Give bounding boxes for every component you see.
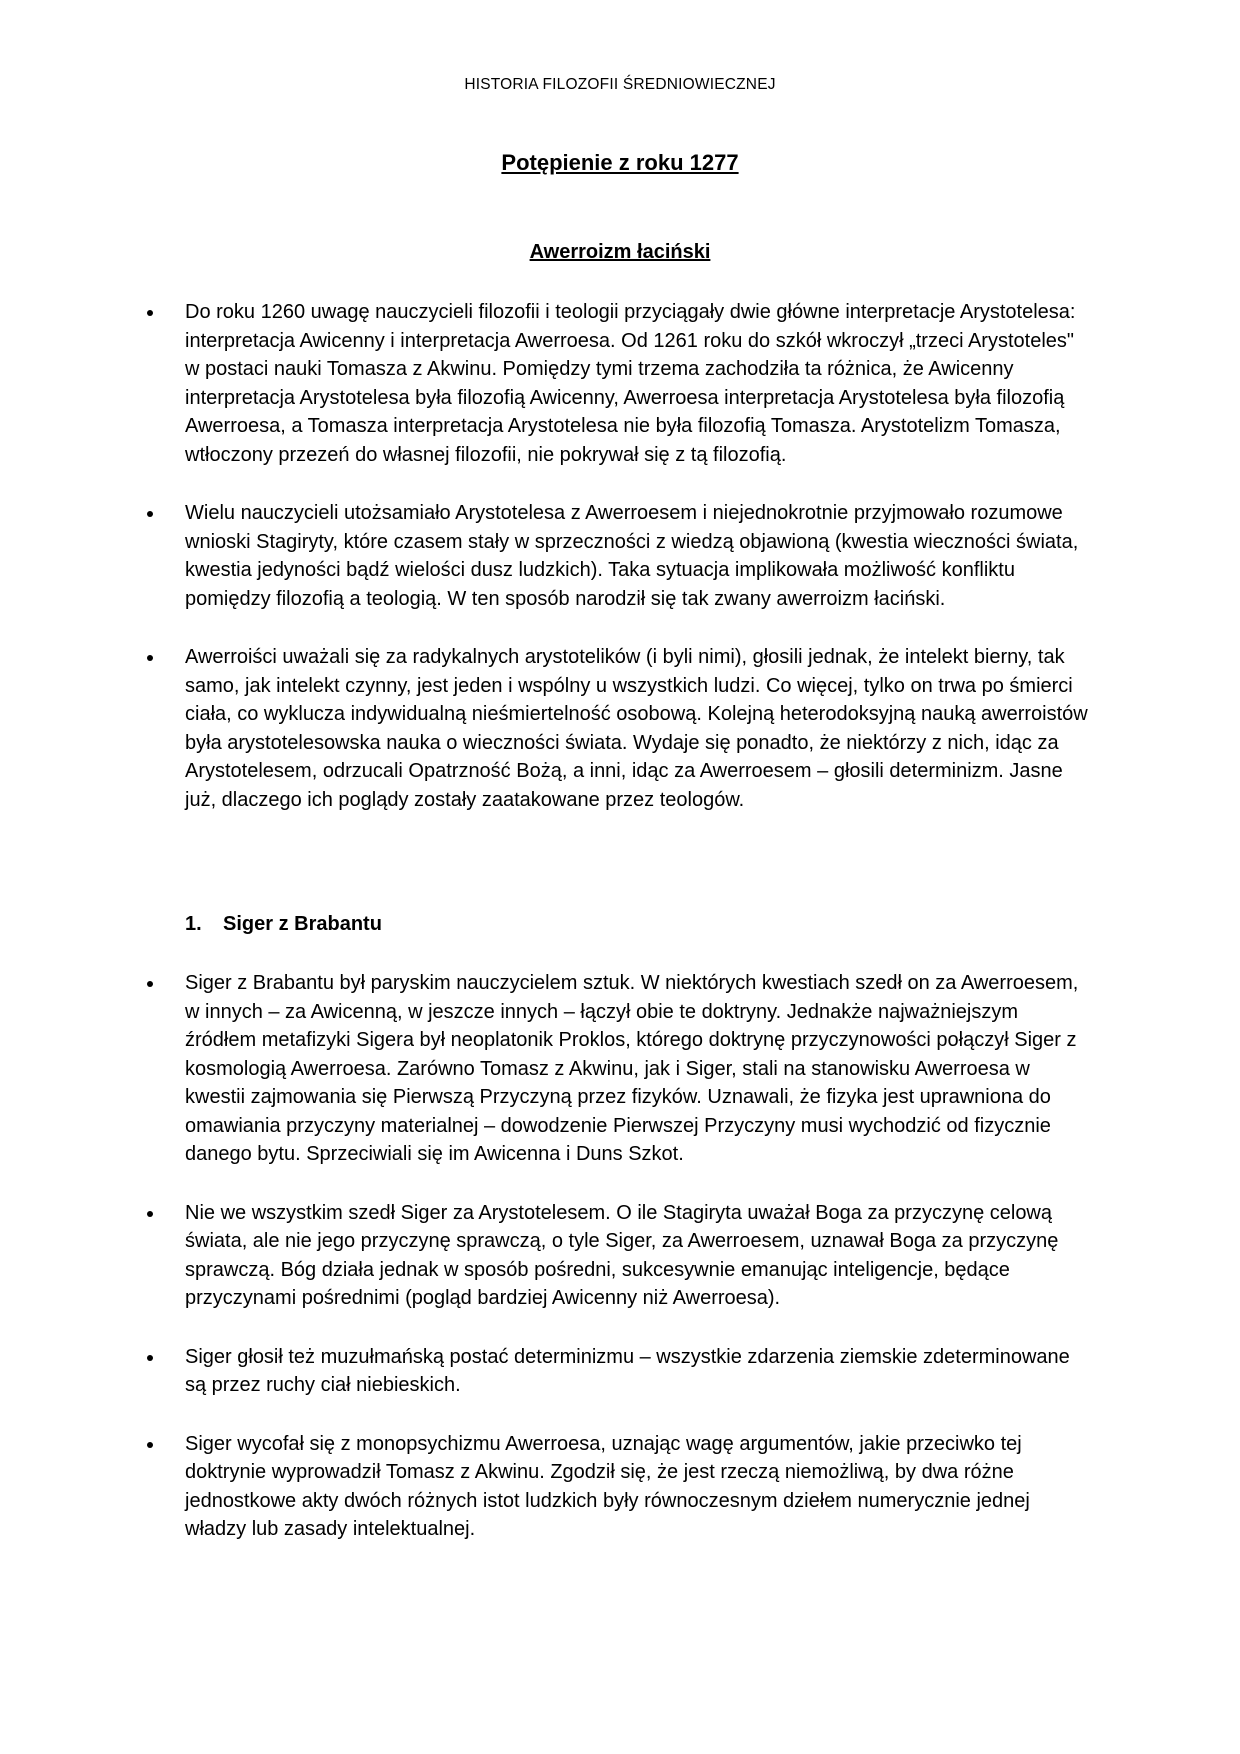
section-bullet-list xyxy=(185,969,1090,1574)
list-item xyxy=(185,1343,1090,1400)
bullet-icon xyxy=(147,1355,153,1361)
paragraph-text: Siger głosił też muzułmańską postać determinizmu – wszystkie zdarzenia ziemskie zdeterminowane są przez ruchy ciał niebieskich. xyxy=(185,1345,1070,1396)
paragraph-text: Nie we wszystkim szedł Siger za Arystotelesem. O ile Stagiryta uważał Boga za przyczynę celową świata, ale nie jego przyczynę sprawczą, o tyle Siger, za Awerroesem, uznawał Boga za przyczynę sprawczą. Bóg działa jednak w sposób pośredni, sukcesywnie emanując inteligencje, będące przyczynami pośrednimi (pogląd bardziej Awicenny niż Awerroesa). xyxy=(185,1201,1059,1309)
document-title: Potępienie z roku 1277 xyxy=(501,150,739,175)
list-item xyxy=(185,499,1090,613)
running-header: HISTORIA FILOZOFII ŚREDNIOWIECZNEJ xyxy=(464,76,776,93)
paragraph-text: Wielu nauczycieli utożsamiało Arystotelesa z Awerroesem i niejednokrotnie przyjmowało rozumowe wnioski Stagiryty, które czasem stały w sprzeczności z wiedzą objawioną (kwestia wieczności świata, kwestia jedyności bądź wielości dusz ludzkich). Taka sytuacja implikowała możliwość konfliktu pomiędzy filozofią a teologią. W ten sposób narodził się tak zwany awerroizm łaciński. xyxy=(185,502,1079,610)
document-subtitle: Awerroizm łaciński xyxy=(529,241,711,263)
bullet-icon xyxy=(147,981,153,987)
section-title: Siger z Brabantu xyxy=(223,913,382,935)
bullet-icon xyxy=(147,310,153,316)
list-item xyxy=(185,1199,1090,1313)
paragraph-text: Do roku 1260 uwagę nauczycieli filozofii i teologii przyciągały dwie główne interpretacje Arystotelesa: interpretacja Awicenny i interpretacja Awerroesa. Od 1261 roku do szkół wkroczył „trzeci Arystoteles" w postaci nauki Tomasza z Akwinu. Pomiędzy tymi trzema zachodziła ta różnica, że Awicenny interpretacja Arystotelesa była filozofią Awicenny, Awerroesa interpretacja Arystotelesa była filozofią Awerroesa, a Tomasza interpretacja Arystotelesa nie była filozofią Tomasza. Arystotelizm Tomasza, wtłoczony przezeń do własnej filozofii, nie pokrywał się z tą filozofią. xyxy=(185,301,1076,466)
bullet-icon xyxy=(147,655,153,661)
paragraph-text: Siger wycofał się z monopsychizmu Awerroesa, uznając wagę argumentów, jakie przeciwko tej doktrynie wyprowadził Tomasz z Akwinu. Zgodził się, że jest rzeczą niemożliwą, by dwa różne jednostkowe akty dwóch różnych istot ludzkich były równoczesnym dziełem numerycznie jednej władzy lub zasady intelektualnej. xyxy=(185,1432,1030,1540)
list-item xyxy=(185,969,1090,1169)
intro-bullet-list xyxy=(185,298,1090,844)
list-item xyxy=(185,1430,1090,1544)
paragraph-text: Siger z Brabantu był paryskim nauczycielem sztuk. W niektórych kwestiach szedł on za Awerroesem, w innych – za Awicenną, w jeszcze innych – łączył obie te doktryny. Jednakże najważniejszym źródłem metafizyki Sigera był neoplatonik Proklos, którego doktrynę przyczynowości połączył Siger z kosmologią Awerroesa. Zarówno Tomasz z Akwinu, jak i Siger, stali na stanowisku Awerroesa w kwestii zajmowania się Pierwszą Przyczyną przez fizyków. Uznawali, że fizyka jest uprawniona do omawiania przyczyny materialnej – dowodzenie Pierwszej Przyczyny musi wychodzić od fizycznie danego bytu. Sprzeciwiali się im Awicenna i Duns Szkot. xyxy=(185,972,1079,1165)
list-item xyxy=(185,643,1090,814)
list-item xyxy=(185,298,1090,469)
section-number: 1. xyxy=(185,913,202,935)
bullet-icon xyxy=(147,1211,153,1217)
paragraph-text: Awerroiści uważali się za radykalnych arystotelików (i byli nimi), głosili jednak, że intelekt bierny, tak samo, jak intelekt czynny, jest jeden i wspólny u wszystkich ludzi. Co więcej, tylko on trwa po śmierci ciała, co wyklucza indywidualną nieśmiertelność osobową. Kolejną heterodoksyjną nauką awerroistów była arystotelesowska nauka o wieczności świata. Wydaje się ponadto, że niektórzy z nich, idąc za Arystotelesem, odrzucali Opatrzność Bożą, a inni, idąc za Awerroesem – głosili determinizm. Jasne już, dlaczego ich poglądy zostały zaatakowane przez teologów. xyxy=(185,646,1088,811)
section-heading xyxy=(185,913,382,936)
bullet-icon xyxy=(147,511,153,517)
bullet-icon xyxy=(147,1442,153,1448)
